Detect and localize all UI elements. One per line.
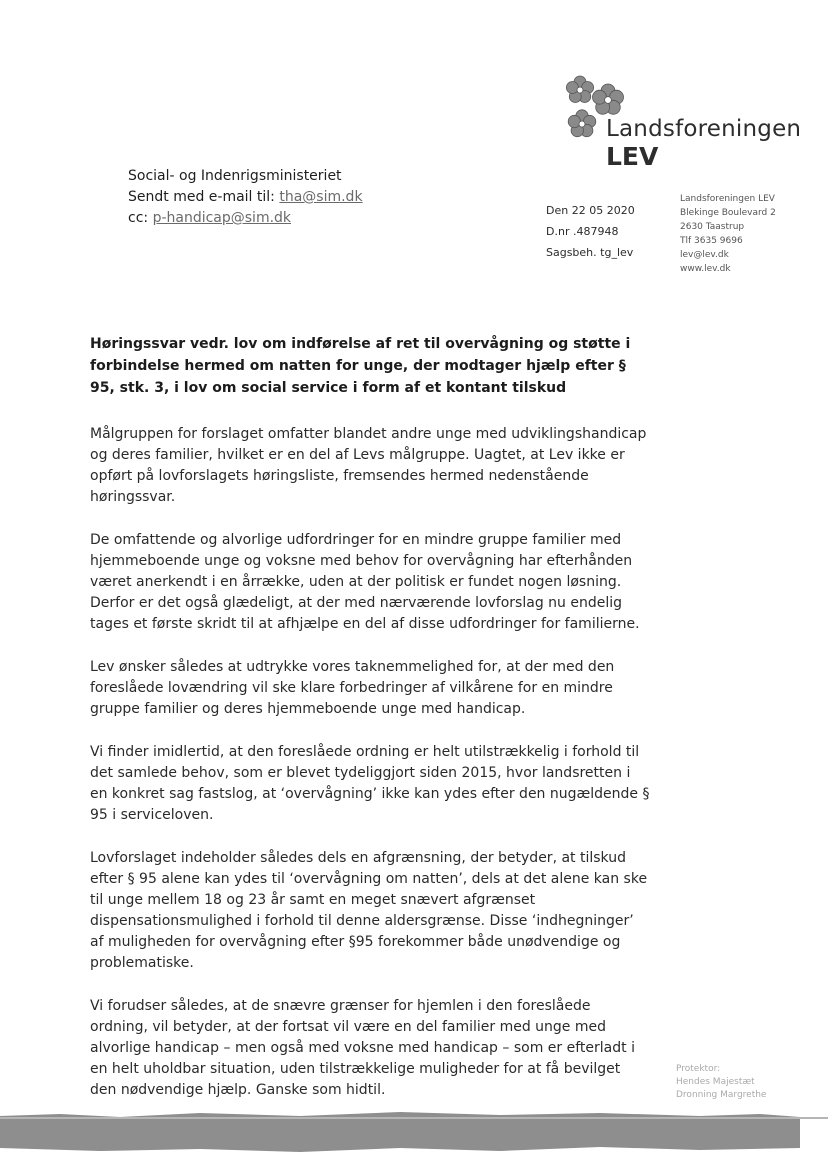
sender-street: Blekinge Boulevard 2: [680, 208, 776, 218]
logo-subtitle: LEV: [606, 142, 659, 171]
letter-date: Den 22 05 2020: [546, 204, 635, 217]
reference-block: [546, 200, 635, 263]
sent-line: [128, 187, 363, 208]
sender-email: lev@lev.dk: [680, 250, 729, 260]
sender-city: 2630 Taastrup: [680, 222, 745, 232]
sender-name: Landsforeningen LEV: [680, 194, 775, 204]
patron-note: [676, 1063, 766, 1102]
sender-address: [680, 192, 776, 276]
cc-label: cc:: [128, 210, 153, 226]
cc-email-link[interactable]: p-handicap@sim.dk: [152, 210, 292, 226]
paragraph: De omfattende og alvorlige udfordringer for en mindre gruppe familier med hjemmeboende unge og voksne med behov for overvågning har efterhånden været anerkendt i en årrække, uden at der politisk er fundet nogen løsning. Derfor er det også glædeligt, at der med nærværende lovforslag nu endelig tages et første skridt til at afhjælpe en del af disse udfordringer for familierne.: [90, 532, 640, 632]
patron-line-2: Dronning Margrethe: [676, 1090, 767, 1100]
paragraph: Vi finder imidlertid, at den foreslåede ordning er helt utilstrækkelig i forhold til det samlede behov, som er blevet tydeliggjort siden 2015, hvor landsretten i en konkret sag fastslog, at ‘overvågning’ ikke kan ydes efter den nugældende § 95 i serviceloven.: [90, 744, 650, 823]
letter-heading: Høringssvar vedr. lov om indførelse af ret til overvågning og støtte i forbindelse hermed om natten for unge, der modtager hjælp efter § 95, stk. 3, i lov om social service i form af et kontant tilskud: [90, 336, 631, 396]
sent-email-link[interactable]: tha@sim.dk: [279, 189, 363, 205]
patron-label: Protektor:: [676, 1064, 721, 1074]
paragraph: Vi forudser således, at de snævre grænser for hjemlen i den foreslåede ordning, vil betyder, at der fortsat vil være en del familier med unge med alvorlige handicap – men også med voksne med handicap – som er efterladt i en helt uholdbar situation, uden tilstrækkelige muligheder for at få bevilget den nødvendige hjælp. Ganske som hidtil.: [90, 998, 635, 1098]
paragraph: Lovforslaget indeholder således dels en afgrænsning, der betyder, at tilskud efter § 95 alene kan ydes til ‘overvågning om natten’, dels at det alene kan ske til unge mellem 18 og 23 år samt en meget snævert afgrænset dispensationsmulighed i forhold til denne aldersgrænse. Disse ‘indhegninger’ af muligheden for overvågning efter §95 forekommer både unødvendige og problematiske.: [90, 850, 648, 971]
sender-phone: Tlf 3635 9696: [680, 236, 743, 246]
case-number: D.nr .487948: [546, 225, 619, 238]
paragraph: Målgruppen for forslaget omfatter blandet andre unge med udviklingshandicap og deres familier, hvilket er en del af Levs målgruppe. Uagtet, at Lev ikke er opført på lovforslagets høringsliste, fremsendes hermed nedenstående høringssvar.: [90, 426, 647, 505]
scan-edge-band: [0, 1108, 828, 1154]
letter-body: [90, 424, 650, 1123]
sent-label: Sendt med e-mail til:: [128, 189, 280, 205]
recipient-block: [128, 166, 363, 229]
case-handler: Sagsbeh. tg_lev: [546, 246, 634, 259]
logo-name: Landsforeningen: [606, 116, 802, 142]
patron-line-1: Hendes Majestæt: [676, 1077, 755, 1087]
organization-logo: [560, 72, 802, 172]
sender-web: www.lev.dk: [680, 264, 731, 274]
recipient-name: Social- og Indenrigsministeriet: [128, 168, 342, 184]
paragraph: Lev ønsker således at udtrykke vores taknemmelighed for, at der med den foreslåede lovændring vil ske klare forbedringer af vilkårene for en mindre gruppe familier og deres hjemmeboende unge med handicap.: [90, 659, 615, 717]
cc-line: [128, 208, 363, 229]
